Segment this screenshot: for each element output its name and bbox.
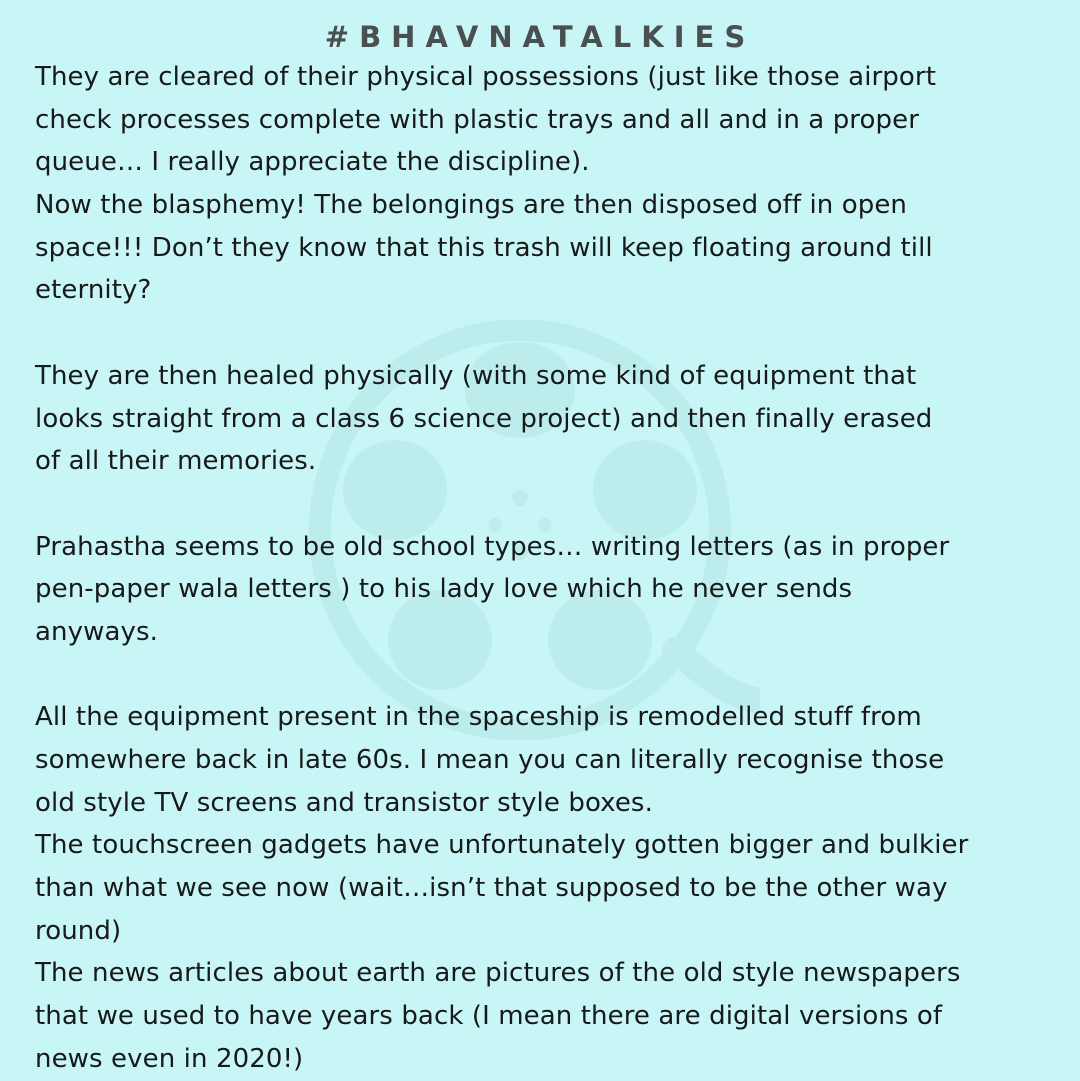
- text-line: They are cleared of their physical possessions (just like those airport: [35, 62, 937, 92]
- text-line: of all their memories.: [35, 446, 317, 477]
- text-line: that we used to have years back (I mean there are digital versions of: [35, 1001, 943, 1032]
- text-line: queue… I really appreciate the discipline).: [35, 147, 590, 178]
- text-line: pen-paper wala letters ) to his lady love which he never sends: [35, 574, 853, 605]
- paragraph-equipment: [35, 696, 1070, 1080]
- text-line: round): [35, 915, 122, 946]
- text-line: All the equipment present in the spaceship is remodelled stuff from: [35, 702, 922, 733]
- text-line: space!!! Don’t they know that this trash will keep floating around till: [35, 232, 933, 263]
- text-line: anyways.: [35, 616, 158, 647]
- text-line: looks straight from a class 6 science project) and then finally erased: [35, 403, 933, 434]
- text-line: somewhere back in late 60s. I mean you can literally recognise those: [35, 745, 945, 775]
- paragraph-prahastha: [35, 526, 1070, 654]
- text-line: Prahastha seems to be old school types… writing letters (as in proper: [35, 531, 950, 562]
- text-line: The news articles about earth are pictures of the old style newspapers: [35, 958, 961, 989]
- page-title: #BHAVNATALKIES: [324, 20, 756, 54]
- article-body: [35, 56, 1070, 1081]
- text-line: than what we see now (wait…isn’t that supposed to be the other way: [35, 873, 948, 904]
- paragraph-healing: [35, 355, 1070, 483]
- text-line: check processes complete with plastic trays and all and in a proper: [35, 104, 920, 135]
- text-line: They are then healed physically (with some kind of equipment that: [35, 360, 917, 391]
- text-line: The touchscreen gadgets have unfortunately gotten bigger and bulkier: [35, 830, 969, 861]
- text-line: news even in 2020!): [35, 1043, 304, 1074]
- paragraph-spacer: [35, 654, 1070, 697]
- text-line: Now the blasphemy! The belongings are then disposed off in open: [35, 190, 908, 221]
- text-line: eternity?: [35, 275, 152, 306]
- paragraph-spacer: [35, 483, 1070, 526]
- text-line: old style TV screens and transistor style boxes.: [35, 787, 653, 818]
- paragraph-possessions: [35, 56, 1070, 312]
- paragraph-spacer: [35, 312, 1070, 355]
